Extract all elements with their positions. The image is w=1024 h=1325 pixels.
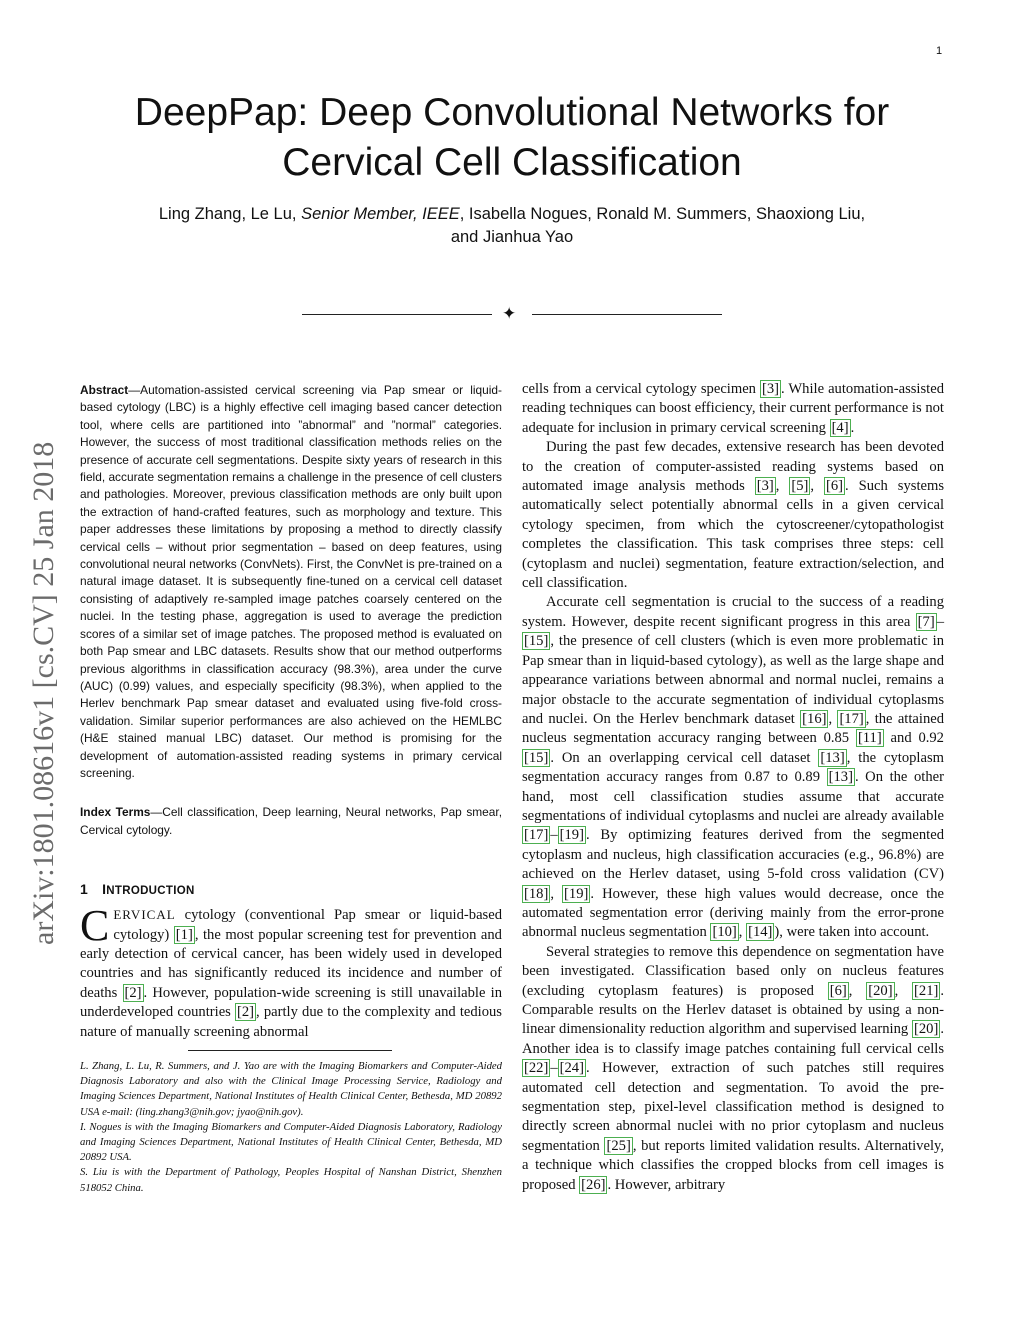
citation-link[interactable]: [20]	[914, 1021, 939, 1038]
index-terms	[80, 804, 502, 839]
citation-link[interactable]: [4]	[831, 419, 849, 436]
citation-link[interactable]: [25]	[606, 1137, 631, 1154]
citation-link[interactable]: [18]	[524, 885, 549, 902]
citation-link[interactable]: [16]	[802, 710, 827, 727]
left-column	[80, 382, 502, 1196]
text-run: , but reports limited validation results. Alternatively, a technique which classifies the cropped blocks from cell images is proposed	[522, 1137, 944, 1193]
intro-paragraph-1	[80, 901, 502, 1042]
author-list	[80, 203, 944, 249]
authors-line-2: and Jianhua Yao	[450, 228, 574, 246]
author-role: Senior Member, IEEE	[301, 205, 460, 223]
text-run: , the presence of cell clusters (which is even more problematic in Pap smear than in liquid-based cytology), as well as the large shape and appearance variations between abnormal and normal nuclei, remains a major obstacle to the accurate segmentation of individual cytoplasms and nuclei. On the Herlev benchmark dataset	[522, 633, 944, 727]
divider-star-icon: ✦	[502, 304, 517, 324]
smallcaps-word: ERVICAL	[113, 907, 176, 923]
text-run: . However, population-wide screening is still unavailable in underdeveloped countries	[80, 984, 502, 1021]
text-run: ), were taken into account.	[774, 924, 930, 941]
drop-cap: C	[80, 901, 110, 951]
citation-link[interactable]: [2]	[124, 984, 142, 1001]
citation-link[interactable]: [2]	[237, 1004, 255, 1021]
text-run: cytology (conventional Pap smear or liquid-based cytology)	[113, 907, 502, 943]
citation-link[interactable]: [19]	[564, 885, 589, 902]
right-paragraph-2	[522, 438, 944, 593]
text-run: –	[550, 827, 558, 844]
abstract	[80, 382, 502, 782]
citation-link[interactable]: [17]	[839, 710, 864, 727]
text-run: . Another idea is to classify image patches containing full cervical cells	[522, 1021, 944, 1057]
text-run: –	[550, 1060, 558, 1077]
citation-link[interactable]: [24]	[559, 1060, 584, 1077]
citation-link[interactable]: [3]	[761, 381, 780, 397]
text-run: . By optimizing features derived from the segmented cytoplasm and nucleus, high classification accuracies (e.g., 96.8%) are achieved on the Herlev dataset, using 5-fold cross validation (CV)	[522, 827, 944, 883]
citation-link[interactable]: [20]	[868, 982, 893, 999]
section-number: 1	[80, 881, 89, 898]
section-title-rest: NTRODUCTION	[106, 885, 195, 898]
citation-link[interactable]: [26]	[581, 1176, 606, 1193]
text-run: cells from a cervical cytology specimen	[522, 381, 760, 397]
citation-link[interactable]: [19]	[559, 827, 584, 844]
section-heading-introduction	[80, 881, 502, 897]
footnote-3: S. Liu is with the Department of Pathology, Peoples Hospital of Nanshan District, Shenzhen 518052 China.	[80, 1166, 502, 1194]
text-run: ,	[894, 982, 913, 999]
text-run: , the most popular screening test for prevention and early detection of cervical cancer, has been widely used in developed countries and has significantly reduced its incidence and number of deaths	[80, 926, 502, 1001]
text-run: , the cytoplasm segmentation accuracy ranges from 0.87 to 0.89	[522, 749, 944, 786]
citation-link[interactable]: [13]	[828, 769, 853, 786]
abstract-label: Abstract	[80, 383, 129, 397]
abstract-text: —Automation-assisted cervical screening via Pap smear or liquid-based cytology (LBC) is a highly effective cell imaging based cancer detection tool, where cells are partitioned into ”abnormal” and ”normal” categories. However, the success of most traditional classification methods relies on the presence of accurate cell segmentations. Despite sixty years of research in this field, accurate segmentation remains a challenge in the presence of cell clusters and pathologies. Moreover, previous classification methods are only built upon the extraction of hand-crafted features, such as morphology and texture. This paper addresses these limitations by proposing a method to directly classify cervical cells – without prior segmentation – based on deep features, using convolutional neural networks (ConvNets). First, the ConvNet is pre-trained on a natural image dataset. It is subsequently fine-tuned on a cervical cell dataset consisting of adaptively re-sampled image patches coarsely centered on the nuclei. In the testing phase, aggregation is used to average the prediction scores of a similar set of image patches. The proposed method is evaluated on both Pap smear and LBC datasets. Results show that our method outperforms previous algorithms in classification accuracy (98.3%), area under the curve (AUC) (0.99) values, and especially specificity (98.3%), when applied to the Herlev benchmark Pap smear dataset and evaluated using five-fold cross-validation. Similar superior performances are also achieved on the HEMLBC (H&E stained manual LBC) dataset. Our method is promising for the development of automation-assisted reading systems in primary cervical screening.	[80, 383, 502, 780]
text-run: –	[936, 613, 944, 630]
citation-link[interactable]: [1]	[175, 926, 193, 943]
citation-link[interactable]: [22]	[524, 1060, 549, 1077]
text-run: ,	[738, 924, 747, 941]
paper-title	[80, 88, 944, 188]
citation-link[interactable]: [7]	[917, 613, 935, 630]
title-line-1: DeepPap: Deep Convolutional Networks for	[134, 91, 890, 134]
right-column	[522, 380, 944, 1195]
authors-part-1: Ling Zhang, Le Lu,	[158, 205, 302, 223]
citation-link[interactable]: [15]	[524, 633, 549, 650]
authors-part-2: , Isabella Nogues, Ronald M. Summers, Shaoxiong Liu,	[459, 205, 866, 223]
title-line-2: Cervical Cell Classification	[282, 141, 742, 184]
divider-line-left	[302, 314, 492, 315]
index-terms-label: Index Terms	[80, 805, 151, 820]
text-run: . However, these high values would decrease, once the automated segmentation error (deriving mainly from the error-prone abnormal nucleus segmentation	[522, 885, 944, 941]
citation-link[interactable]: [17]	[524, 827, 549, 844]
page-number: 1	[936, 45, 943, 57]
text-run: ,	[810, 478, 825, 495]
citation-link[interactable]: [13]	[820, 749, 845, 766]
text-run: . However, extraction of such patches still requires automated cell detection and segmentation. To avoid the pre-segmentation step, pixel-level classification method is designed to directly screen abnormal nuclei with no prior cytoplasm and nucleus segmentation	[522, 1060, 944, 1154]
text-run: ,	[550, 885, 563, 902]
text-run: ,	[828, 710, 838, 727]
footnote-rule	[188, 1050, 392, 1051]
text-run: . Comparable results on the Herlev dataset is obtained by using a non-linear dimensionality reduction algorithm and supervised learning	[522, 982, 945, 1038]
text-run: . On the other hand, most cell classification studies assume that accurate segmentations of individual cytoplasms and nuclei are already available	[522, 769, 944, 824]
citation-link[interactable]: [6]	[829, 982, 847, 999]
right-paragraph-4	[522, 943, 944, 1195]
citation-link[interactable]: [14]	[748, 924, 773, 941]
citation-link[interactable]: [10]	[712, 924, 737, 941]
citation-link[interactable]: [6]	[826, 478, 844, 495]
text-run: . However, arbitrary	[607, 1176, 726, 1193]
text-run: . On an overlapping cervical cell dataset	[550, 749, 819, 766]
text-run: Several strategies to remove this dependence on segmentation have been investigated. Classification based only on nucleus features (excluding cytoplasm features) is proposed	[522, 943, 944, 999]
text-run: .	[850, 419, 855, 436]
citation-link[interactable]: [15]	[524, 749, 549, 766]
citation-link[interactable]: [11]	[857, 730, 882, 747]
text-run: and 0.92	[883, 730, 944, 747]
divider-line-right	[532, 314, 722, 315]
text-run: ,	[775, 478, 790, 495]
footnote-2: I. Nogues is with the Imaging Biomarkers and Computer-Aided Diagnosis Laboratory, Radiology and Imaging Sciences Department, National Institutes of Health Clinical Center, Bethesda, MD 20892 USA.	[80, 1120, 502, 1164]
index-terms-text: —Cell classification, Deep learning, Neural networks, Pap smear, Cervical cytology.	[80, 805, 503, 837]
right-paragraph-1	[522, 380, 944, 438]
text-run: During the past few decades, extensive research has been devoted to the creation of computer-assisted reading systems based on automated image analysis methods	[522, 439, 944, 495]
text-run: , the attained nucleus segmentation accuracy ranging between 0.85	[522, 710, 945, 747]
footnote-1: L. Zhang, L. Lu, R. Summers, and J. Yao are with the Imaging Biomarkers and Computer-Aided Diagnosis Laboratory and also with the Clinical Image Processing Service, Radiology and Imaging Sciences Department, National Institutes of Health Clinical Center, Bethesda, MD 20892 USA e-mail: (ling.zhang3@nih.gov; jyao@nih.gov).	[80, 1060, 502, 1118]
section-title-initial: I	[102, 881, 107, 898]
right-paragraph-3	[522, 593, 944, 942]
citation-link[interactable]: [5]	[791, 478, 809, 495]
arxiv-stamp: arXiv:1801.08616v1 [cs.CV] 25 Jan 2018	[27, 441, 60, 945]
text-run: ,	[848, 982, 867, 999]
citation-link[interactable]: [3]	[756, 478, 774, 495]
text-run: . While automation-assisted reading techniques can boost efficiency, their current performance is not adequate for inclusion in primary cervical screening	[522, 381, 944, 436]
text-run: . Such systems automatically select potentially abnormal cells in a given cervical cytology specimen, from which the cytoscreener/cytopathologist completes the classification. This task comprises three steps: cell (cytoplasm and nuclei) segmentation, feature extraction/selection, and cell classification.	[522, 478, 945, 592]
title-divider	[300, 304, 724, 324]
citation-link[interactable]: [21]	[914, 982, 939, 999]
text-run: , partly due to the complexity and tedious nature of manually screening abnormal	[80, 1004, 502, 1040]
text-run: Accurate cell segmentation is crucial to the success of a reading system. However, despite recent significant progress in this area	[522, 594, 944, 630]
